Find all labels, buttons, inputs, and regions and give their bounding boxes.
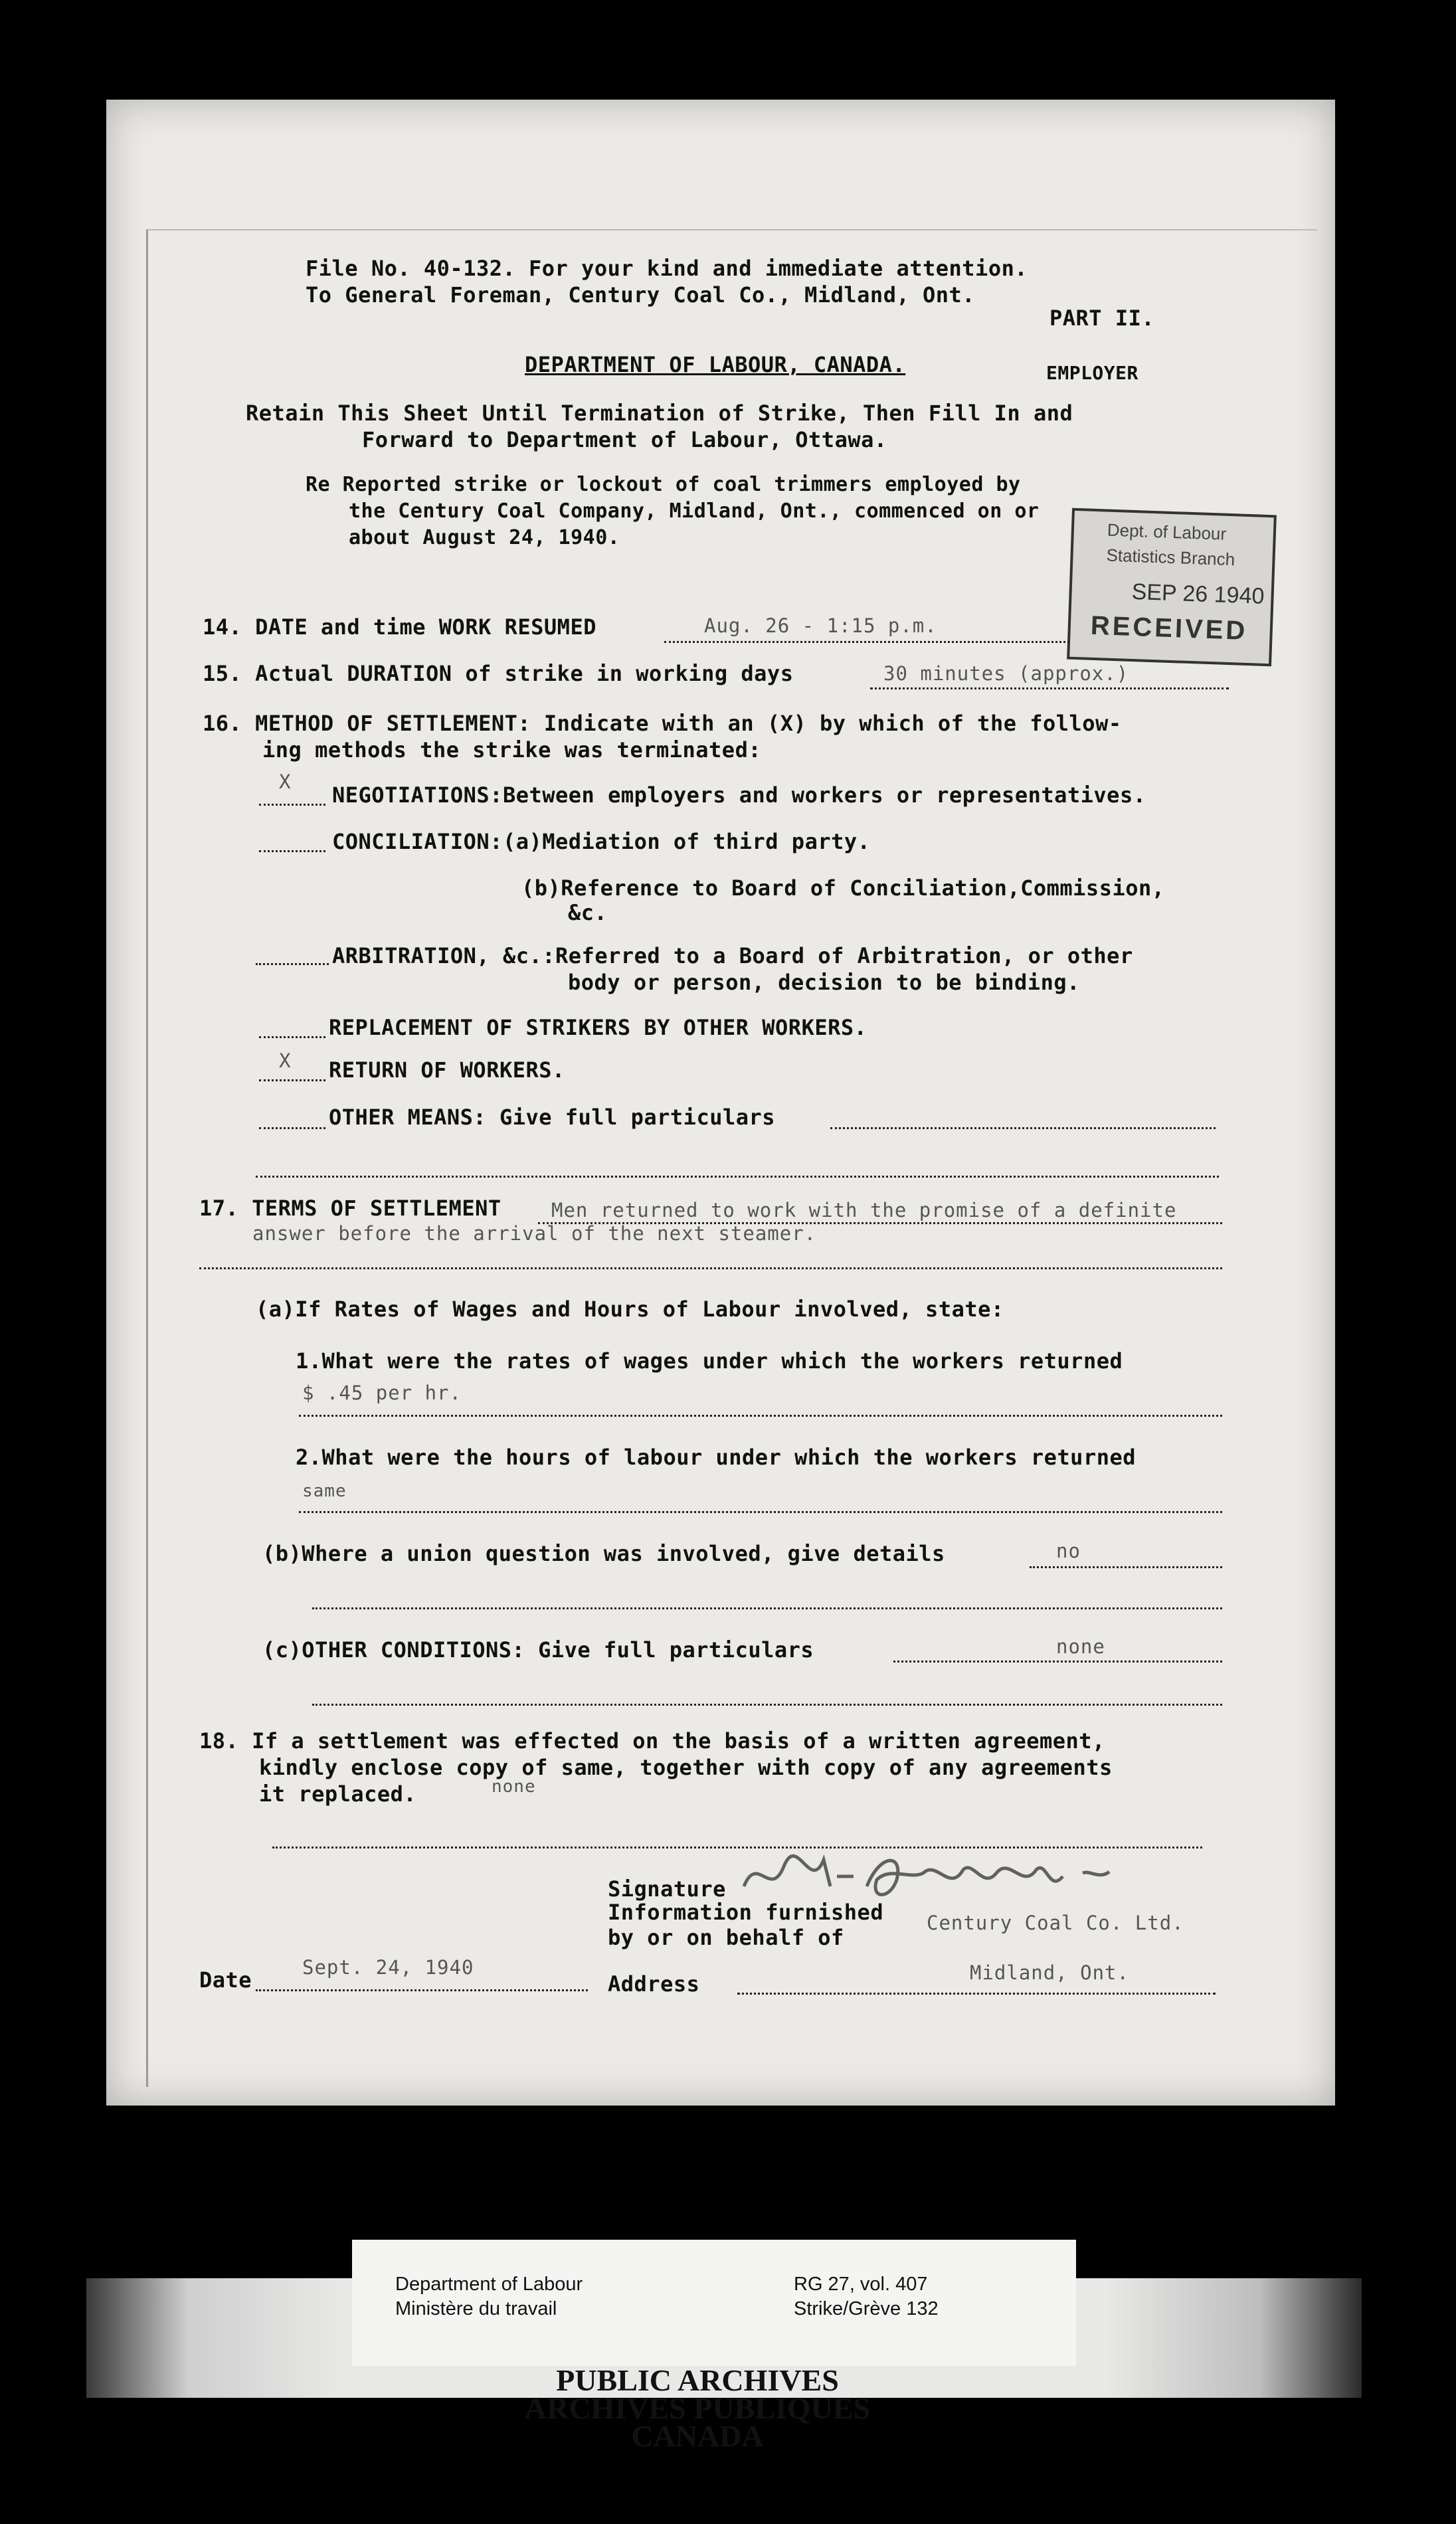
q16-label-2: ing methods the strike was terminated:	[262, 737, 762, 763]
arbitration-option-2: body or person, decision to be binding.	[568, 970, 1080, 995]
negotiations-mark: X	[279, 770, 292, 793]
conciliation-option-b-2: &c.	[568, 900, 608, 925]
archive-public-archives: PUBLIC ARCHIVES	[556, 2363, 839, 2397]
replacement-option: REPLACEMENT OF STRIKERS BY OTHER WORKERS.	[329, 1015, 867, 1040]
department-title: DEPARTMENT OF LABOUR, CANADA.	[525, 352, 906, 377]
q15-label: 15. Actual DURATION of strike in working days	[203, 661, 794, 686]
other-means-line-b	[830, 1127, 1216, 1129]
info-value: Century Coal Co. Ltd.	[927, 1912, 1184, 1934]
q18-line-3: it replaced.	[259, 1781, 417, 1807]
to-line: To General Foreman, Century Coal Co., Midland, Ont.	[306, 282, 976, 308]
q18-line-1: 18. If a settlement was effected on the basis of a written agreement,	[199, 1728, 1105, 1754]
address-line	[737, 1993, 1216, 1995]
q17a-label: (a)If Rates of Wages and Hours of Labour involved, state:	[256, 1297, 1004, 1322]
q17-line-2	[199, 1267, 1222, 1269]
archive-dept-fr: Ministère du travail	[395, 2298, 557, 2319]
q17-answer-2: answer before the arrival of the next steamer.	[252, 1222, 817, 1245]
q16-label-1: 16. METHOD OF SETTLEMENT: Indicate with an (X) by which of the follow-	[203, 711, 1122, 736]
q17b-line-2	[312, 1607, 1222, 1609]
other-means-line-c	[256, 1176, 1219, 1178]
q17-label: 17. TERMS OF SETTLEMENT	[199, 1196, 501, 1221]
file-number-line: File No. 40-132. For your kind and immediate attention.	[306, 256, 1028, 281]
archive-canada: CANADA	[631, 2419, 764, 2453]
return-line	[259, 1079, 325, 1081]
stamp-dept: Dept. of Labour	[1107, 519, 1227, 544]
q15-answer: 30 minutes (approx.)	[883, 662, 1129, 685]
date-value: Sept. 24, 1940	[302, 1956, 474, 1979]
re-line-2: the Century Coal Company, Midland, Ont., commenced on or	[349, 499, 1040, 523]
q17b-label: (b)Where a union question was involved, give details	[262, 1541, 945, 1566]
date-line	[256, 1989, 588, 1991]
received-stamp	[1067, 508, 1277, 667]
stamp-date: SEP 26 1940	[1131, 579, 1265, 609]
q17c-line-1	[893, 1661, 1222, 1663]
archive-ref-2: Strike/Grève 132	[794, 2298, 939, 2319]
conciliation-option-a: CONCILIATION:(a)Mediation of third party.	[332, 829, 871, 854]
re-line-3: about August 24, 1940.	[349, 526, 620, 549]
stamp-branch: Statistics Branch	[1106, 545, 1235, 570]
negotiations-option: NEGOTIATIONS:Between employers and workers or representatives.	[332, 782, 1146, 808]
date-label: Date	[199, 1967, 252, 1993]
q17-answer-1: Men returned to work with the promise of a definite	[551, 1199, 1177, 1221]
arbitration-line	[256, 963, 329, 965]
q17a2-answer: same	[302, 1481, 347, 1501]
archive-dept-en: Department of Labour	[395, 2274, 583, 2295]
address-label: Address	[608, 1971, 700, 1997]
archive-archives-publiques: ARCHIVES PUBLIQUES	[524, 2391, 871, 2425]
employer-label: EMPLOYER	[1046, 362, 1138, 384]
return-option: RETURN OF WORKERS.	[329, 1057, 565, 1083]
q17c-answer: none	[1056, 1635, 1105, 1658]
q17c-label: (c)OTHER CONDITIONS: Give full particulars	[262, 1637, 814, 1663]
negotiations-line	[259, 804, 325, 806]
conciliation-line	[259, 850, 325, 852]
q17a2-label: 2.What were the hours of labour under which the workers returned	[296, 1445, 1136, 1470]
arbitration-option-1: ARBITRATION, &c.:Referred to a Board of Arbitration, or other	[332, 943, 1133, 968]
q18-line-2: kindly enclose copy of same, together with copy of any agreements	[259, 1755, 1113, 1780]
q17b-line-1	[1030, 1566, 1222, 1568]
stamp-received: RECEIVED	[1090, 610, 1249, 646]
signature-label: Signature	[608, 1876, 726, 1902]
q17b-answer: no	[1056, 1540, 1081, 1562]
q14-label: 14. DATE and time WORK RESUMED	[203, 614, 596, 640]
address-value: Midland, Ont.	[970, 1961, 1129, 1984]
retain-instruction-1: Retain This Sheet Until Termination of Strike, Then Fill In and	[246, 401, 1073, 426]
q18-answer: none	[492, 1777, 536, 1797]
part-label: PART II.	[1049, 306, 1155, 331]
re-line-1: Re Reported strike or lockout of coal trimmers employed by	[306, 473, 1021, 496]
q14-answer: Aug. 26 - 1:15 p.m.	[704, 614, 937, 637]
retain-instruction-2: Forward to Department of Labour, Ottawa.	[362, 427, 887, 452]
info-label-1: Information furnished	[608, 1900, 884, 1925]
replacement-line	[259, 1036, 325, 1038]
return-mark: X	[279, 1049, 292, 1072]
conciliation-option-b-1: (b)Reference to Board of Conciliation,Commission,	[521, 875, 1165, 901]
q17c-line-2	[312, 1704, 1222, 1706]
q17a2-line	[299, 1511, 1222, 1513]
q17a1-label: 1.What were the rates of wages under which the workers returned	[296, 1348, 1123, 1374]
other-means-option: OTHER MEANS: Give full particulars	[329, 1105, 776, 1130]
other-means-line-a	[259, 1127, 325, 1129]
q17a1-answer: $ .45 per hr.	[302, 1382, 462, 1404]
q15-line	[870, 687, 1229, 689]
q17a1-line	[299, 1415, 1222, 1417]
info-label-2: by or on behalf of	[608, 1925, 844, 1950]
q14-line	[664, 641, 1069, 643]
archive-ref-1: RG 27, vol. 407	[794, 2274, 928, 2295]
